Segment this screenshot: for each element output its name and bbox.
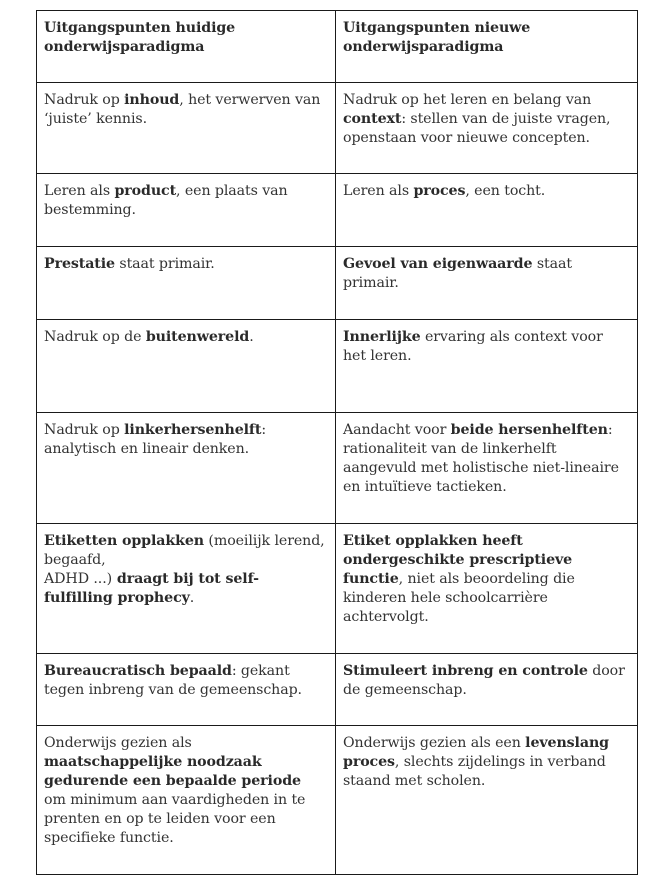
cell-new: Etiket opplakken heeft ondergeschikte prescriptieve functie, niet als beoordeling die kinderen hele schoolcarrière achtervolgt. — [336, 524, 638, 654]
cell-new: Gevoel van eigenwaarde staat primair. — [336, 247, 638, 320]
emphasis-text: beide hersenhelften — [450, 422, 608, 438]
table-row — [37, 247, 638, 320]
table-row — [37, 654, 638, 726]
table-row — [37, 320, 638, 413]
emphasis-text: Stimuleert inbreng en controle — [343, 663, 588, 679]
emphasis-text: levenslang proces — [343, 735, 609, 770]
emphasis-text: Bureaucratisch bepaald — [44, 663, 232, 679]
emphasis-text: Etiketten opplakken — [44, 533, 204, 549]
cell-current: Onderwijs gezien als maatschappelijke noodzaak gedurende een bepaalde periode om minimum aan vaardigheden in te prenten en op te leiden voor een specifieke functie. — [37, 726, 336, 875]
cell-new: Innerlijke ervaring als context voor het leren. — [336, 320, 638, 413]
emphasis-text: Prestatie — [44, 256, 115, 272]
emphasis-text: buitenwereld — [145, 329, 250, 345]
cell-current: Etiketten opplakken (moeilijk lerend, begaafd, ADHD ...) draagt bij tot self-fulfilling prophecy. — [37, 524, 336, 654]
emphasis-text: context — [343, 111, 402, 127]
table-row — [37, 83, 638, 174]
table-row — [37, 524, 638, 654]
emphasis-text: inhoud — [124, 92, 180, 108]
table-row — [37, 726, 638, 875]
table-row — [37, 174, 638, 247]
table-header-row — [37, 11, 638, 83]
cell-new: Leren als proces, een tocht. — [336, 174, 638, 247]
table-row — [37, 413, 638, 524]
cell-new: Stimuleert inbreng en controle door de gemeenschap. — [336, 654, 638, 726]
emphasis-text: linkerhersenhelft — [124, 422, 262, 438]
emphasis-text: Gevoel van eigenwaarde — [343, 256, 533, 272]
emphasis-text: product — [114, 183, 177, 199]
emphasis-text: Etiket opplakken heeft ondergeschikte prescriptieve functie — [343, 533, 573, 587]
cell-current: Nadruk op de buitenwereld. — [37, 320, 336, 413]
comparison-table — [36, 10, 638, 875]
cell-new: Onderwijs gezien als een levenslang proces, slechts zijdelings in verband staand met scholen. — [336, 726, 638, 875]
emphasis-text: maatschappelijke noodzaak gedurende een bepaalde periode — [44, 754, 301, 789]
emphasis-text: Innerlijke — [343, 329, 421, 345]
cell-current: Prestatie staat primair. — [37, 247, 336, 320]
cell-current: Leren als product, een plaats van bestemming. — [37, 174, 336, 247]
cell-current: Bureaucratisch bepaald: gekant tegen inbreng van de gemeenschap. — [37, 654, 336, 726]
header-new-paradigm: Uitgangspunten nieuwe onderwijsparadigma — [336, 11, 638, 83]
cell-current: Nadruk op inhoud, het verwerven van ‘juiste’ kennis. — [37, 83, 336, 174]
cell-new: Nadruk op het leren en belang van context: stellen van de juiste vragen, openstaan voor nieuwe concepten. — [336, 83, 638, 174]
cell-new: Aandacht voor beide hersenhelften: rationaliteit van de linkerhelft aangevuld met holistische niet-lineaire en intuïtieve tactieken. — [336, 413, 638, 524]
header-current-paradigm: Uitgangspunten huidige onderwijsparadigma — [37, 11, 336, 83]
cell-current: Nadruk op linkerhersenhelft: analytisch en lineair denken. — [37, 413, 336, 524]
emphasis-text: proces — [413, 183, 466, 199]
emphasis-text: draagt bij tot self-fulfilling prophecy — [44, 571, 259, 606]
